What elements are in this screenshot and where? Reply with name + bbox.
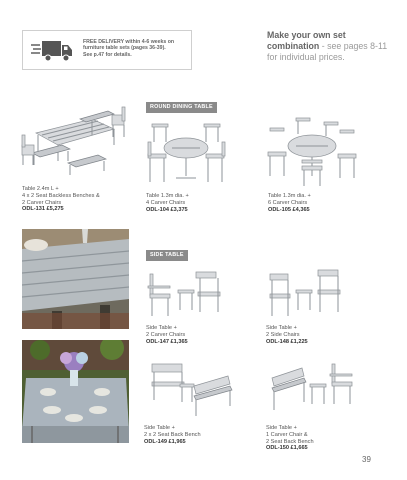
photo-garden-dining [22, 340, 129, 443]
product-image-odl-147 [148, 270, 224, 320]
product-caption-odl-105: Table 1.3m dia. + 6 Carver Chairs ODL-105 £4,365 [268, 193, 311, 213]
product-image-odl-105 [268, 116, 356, 188]
product-image-odl-104 [148, 120, 226, 188]
intro-text: Make your own set combination - see pages 8-11 for individual prices. [267, 30, 388, 62]
section-label-side-table: SIDE TABLE [146, 250, 188, 261]
product-image-odl-148 [268, 268, 344, 320]
product-image-odl-150 [270, 362, 356, 418]
product-caption-odl-131: Table 2.4m L + 4 x 2 Seat Backless Benches & 2 Carver Chairs ODL-131 £5,275 [22, 186, 100, 213]
product-caption-odl-104: Table 1.3m dia. + 4 Carver Chairs ODL-104 £3,375 [146, 193, 189, 213]
delivery-notice [22, 30, 192, 70]
product-image-odl-131 [22, 105, 130, 180]
delivery-text: FREE DELIVERY within 4-6 weeks on furniture table sets (pages 36-39). See p.47 for details. [83, 39, 175, 58]
section-label-round-dining-table: ROUND DINING TABLE [146, 102, 217, 113]
photo-table-detail [22, 229, 129, 329]
truck-icon [31, 39, 73, 63]
product-caption-odl-150: Side Table + 1 Carver Chair & 2 Seat Back Bench ODL-150 £1,665 [266, 425, 314, 452]
product-caption-odl-149: Side Table + 2 x 2 Seat Back Bench ODL-149 £1,965 [144, 425, 201, 445]
product-caption-odl-148: Side Table + 2 Side Chairs ODL-148 £1,225 [266, 325, 308, 345]
product-caption-odl-147: Side Table + 2 Carver Chairs ODL-147 £1,365 [146, 325, 188, 345]
page-number: 39 [362, 455, 371, 464]
product-image-odl-149 [150, 362, 234, 418]
